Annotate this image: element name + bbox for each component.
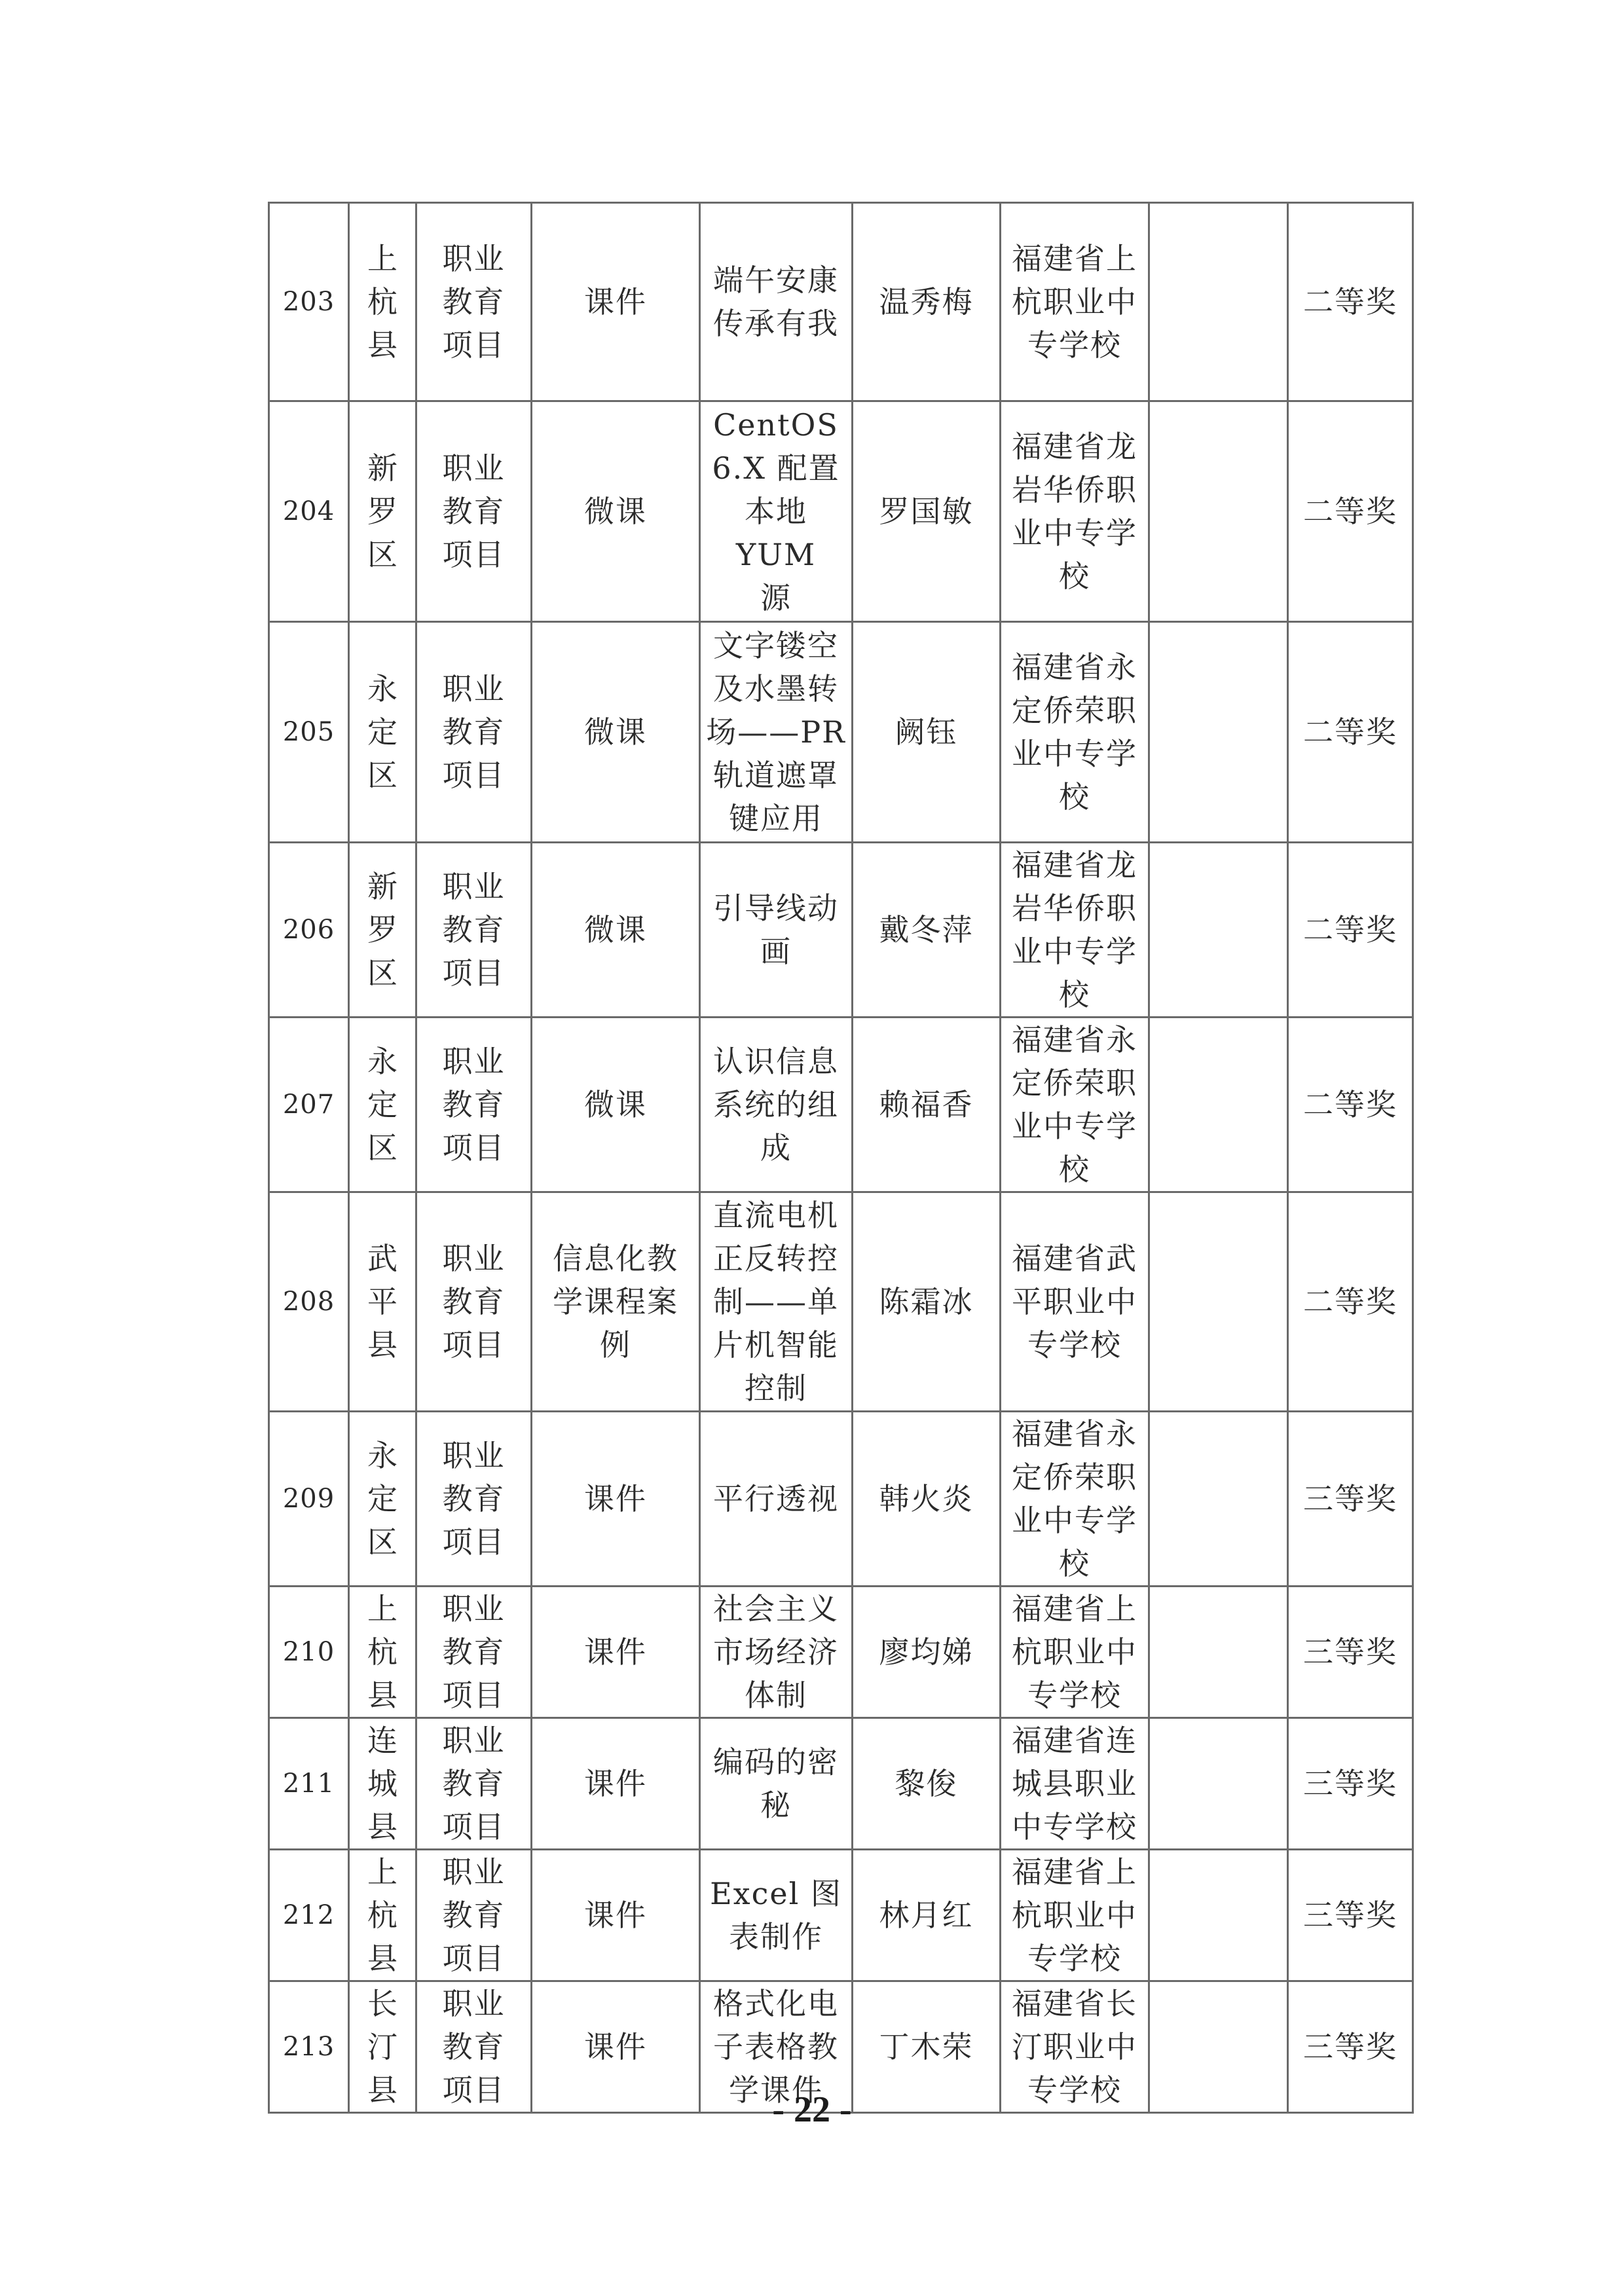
work-title-cell: 直流电机 正反转控 制——单 片机智能 控制 <box>700 1192 853 1412</box>
work-type-cell: 微课 <box>532 843 700 1018</box>
author-cell: 韩火炎 <box>853 1412 1001 1587</box>
school-cell: 福建省武 平职业中 专学校 <box>1001 1192 1149 1412</box>
award-cell: 三等奖 <box>1288 1718 1413 1850</box>
award-cell: 二等奖 <box>1288 1018 1413 1192</box>
table-row <box>269 1850 1413 1981</box>
work-title-cell: 文字镂空 及水墨转 场——PR 轨道遮罩 键应用 <box>700 622 853 843</box>
county-cell: 永 定 区 <box>349 622 416 843</box>
category-cell: 职业 教育 项目 <box>416 1192 532 1412</box>
row-number: 208 <box>269 1192 349 1412</box>
row-number: 207 <box>269 1018 349 1192</box>
school-cell: 福建省上 杭职业中 专学校 <box>1001 1850 1149 1981</box>
work-type-cell: 课件 <box>532 1718 700 1850</box>
row-number: 210 <box>269 1587 349 1718</box>
author-cell: 罗国敏 <box>853 401 1001 622</box>
work-type-cell: 微课 <box>532 401 700 622</box>
school-cell: 福建省上 杭职业中 专学校 <box>1001 1587 1149 1718</box>
category-cell: 职业 教育 项目 <box>416 843 532 1018</box>
table-row <box>269 1018 1413 1192</box>
award-cell: 二等奖 <box>1288 843 1413 1018</box>
award-cell: 二等奖 <box>1288 1192 1413 1412</box>
county-cell: 上 杭 县 <box>349 1850 416 1981</box>
row-number: 205 <box>269 622 349 843</box>
work-type-cell: 课件 <box>532 1981 700 2113</box>
county-cell: 上 杭 县 <box>349 203 416 401</box>
row-number: 211 <box>269 1718 349 1850</box>
row-number: 213 <box>269 1981 349 2113</box>
category-cell: 职业 教育 项目 <box>416 1850 532 1981</box>
work-type-cell: 信息化教 学课程案 例 <box>532 1192 700 1412</box>
work-title-cell: 认识信息 系统的组 成 <box>700 1018 853 1192</box>
table-row <box>269 1412 1413 1587</box>
author-cell: 黎俊 <box>853 1718 1001 1850</box>
county-cell: 长 汀 县 <box>349 1981 416 2113</box>
county-cell: 连 城 县 <box>349 1718 416 1850</box>
author-cell: 赖福香 <box>853 1018 1001 1192</box>
blank-cell <box>1149 1412 1288 1587</box>
table-row <box>269 203 1413 401</box>
table-body <box>269 203 1413 2113</box>
row-number: 206 <box>269 843 349 1018</box>
work-title-cell: 编码的密 秘 <box>700 1718 853 1850</box>
county-cell: 永 定 区 <box>349 1018 416 1192</box>
author-cell: 廖均娣 <box>853 1587 1001 1718</box>
table-row <box>269 1587 1413 1718</box>
category-cell: 职业 教育 项目 <box>416 1412 532 1587</box>
blank-cell <box>1149 203 1288 401</box>
work-title-cell: 端午安康 传承有我 <box>700 203 853 401</box>
work-title-cell: 平行透视 <box>700 1412 853 1587</box>
blank-cell <box>1149 843 1288 1018</box>
work-type-cell: 课件 <box>532 203 700 401</box>
blank-cell <box>1149 622 1288 843</box>
award-cell: 三等奖 <box>1288 1850 1413 1981</box>
school-cell: 福建省永 定侨荣职 业中专学 校 <box>1001 622 1149 843</box>
category-cell: 职业 教育 项目 <box>416 203 532 401</box>
county-cell: 新 罗 区 <box>349 843 416 1018</box>
author-cell: 林月红 <box>853 1850 1001 1981</box>
category-cell: 职业 教育 项目 <box>416 1018 532 1192</box>
school-cell: 福建省永 定侨荣职 业中专学 校 <box>1001 1018 1149 1192</box>
table-row <box>269 401 1413 622</box>
school-cell: 福建省上 杭职业中 专学校 <box>1001 203 1149 401</box>
row-number: 204 <box>269 401 349 622</box>
work-type-cell: 微课 <box>532 1018 700 1192</box>
work-type-cell: 课件 <box>532 1412 700 1587</box>
table-row <box>269 1718 1413 1850</box>
award-cell: 三等奖 <box>1288 1412 1413 1587</box>
school-cell: 福建省连 城县职业 中专学校 <box>1001 1718 1149 1850</box>
author-cell: 丁木荣 <box>853 1981 1001 2113</box>
work-type-cell: 课件 <box>532 1587 700 1718</box>
county-cell: 上 杭 县 <box>349 1587 416 1718</box>
table-row <box>269 843 1413 1018</box>
category-cell: 职业 教育 项目 <box>416 622 532 843</box>
page-number: - 22 - <box>772 2089 852 2130</box>
author-cell: 阙钰 <box>853 622 1001 843</box>
blank-cell <box>1149 401 1288 622</box>
table-row <box>269 1192 1413 1412</box>
school-cell: 福建省龙 岩华侨职 业中专学 校 <box>1001 843 1149 1018</box>
award-cell: 二等奖 <box>1288 622 1413 843</box>
work-title-cell: 引导线动 画 <box>700 843 853 1018</box>
blank-cell <box>1149 1192 1288 1412</box>
blank-cell <box>1149 1718 1288 1850</box>
blank-cell <box>1149 1850 1288 1981</box>
award-cell: 二等奖 <box>1288 203 1413 401</box>
award-cell: 二等奖 <box>1288 401 1413 622</box>
author-cell: 陈霜冰 <box>853 1192 1001 1412</box>
school-cell: 福建省龙 岩华侨职 业中专学 校 <box>1001 401 1149 622</box>
school-cell: 福建省永 定侨荣职 业中专学 校 <box>1001 1412 1149 1587</box>
blank-cell <box>1149 1018 1288 1192</box>
county-cell: 永 定 区 <box>349 1412 416 1587</box>
blank-cell <box>1149 1587 1288 1718</box>
category-cell: 职业 教育 项目 <box>416 401 532 622</box>
row-number: 209 <box>269 1412 349 1587</box>
work-title-cell: CentOS 6.X 配置 本地 YUM 源 <box>700 401 853 622</box>
work-title-cell: 社会主义 市场经济 体制 <box>700 1587 853 1718</box>
work-type-cell: 课件 <box>532 1850 700 1981</box>
category-cell: 职业 教育 项目 <box>416 1587 532 1718</box>
county-cell: 新 罗 区 <box>349 401 416 622</box>
award-table <box>268 202 1414 2114</box>
work-title-cell: Excel 图 表制作 <box>700 1850 853 1981</box>
table-row <box>269 622 1413 843</box>
category-cell: 职业 教育 项目 <box>416 1981 532 2113</box>
work-title-cell: 格式化电 子表格教 学课件 <box>700 1981 853 2113</box>
award-cell: 三等奖 <box>1288 1587 1413 1718</box>
award-cell: 三等奖 <box>1288 1981 1413 2113</box>
work-type-cell: 微课 <box>532 622 700 843</box>
row-number: 212 <box>269 1850 349 1981</box>
author-cell: 戴冬萍 <box>853 843 1001 1018</box>
county-cell: 武 平 县 <box>349 1192 416 1412</box>
category-cell: 职业 教育 项目 <box>416 1718 532 1850</box>
author-cell: 温秀梅 <box>853 203 1001 401</box>
school-cell: 福建省长 汀职业中 专学校 <box>1001 1981 1149 2113</box>
row-number: 203 <box>269 203 349 401</box>
